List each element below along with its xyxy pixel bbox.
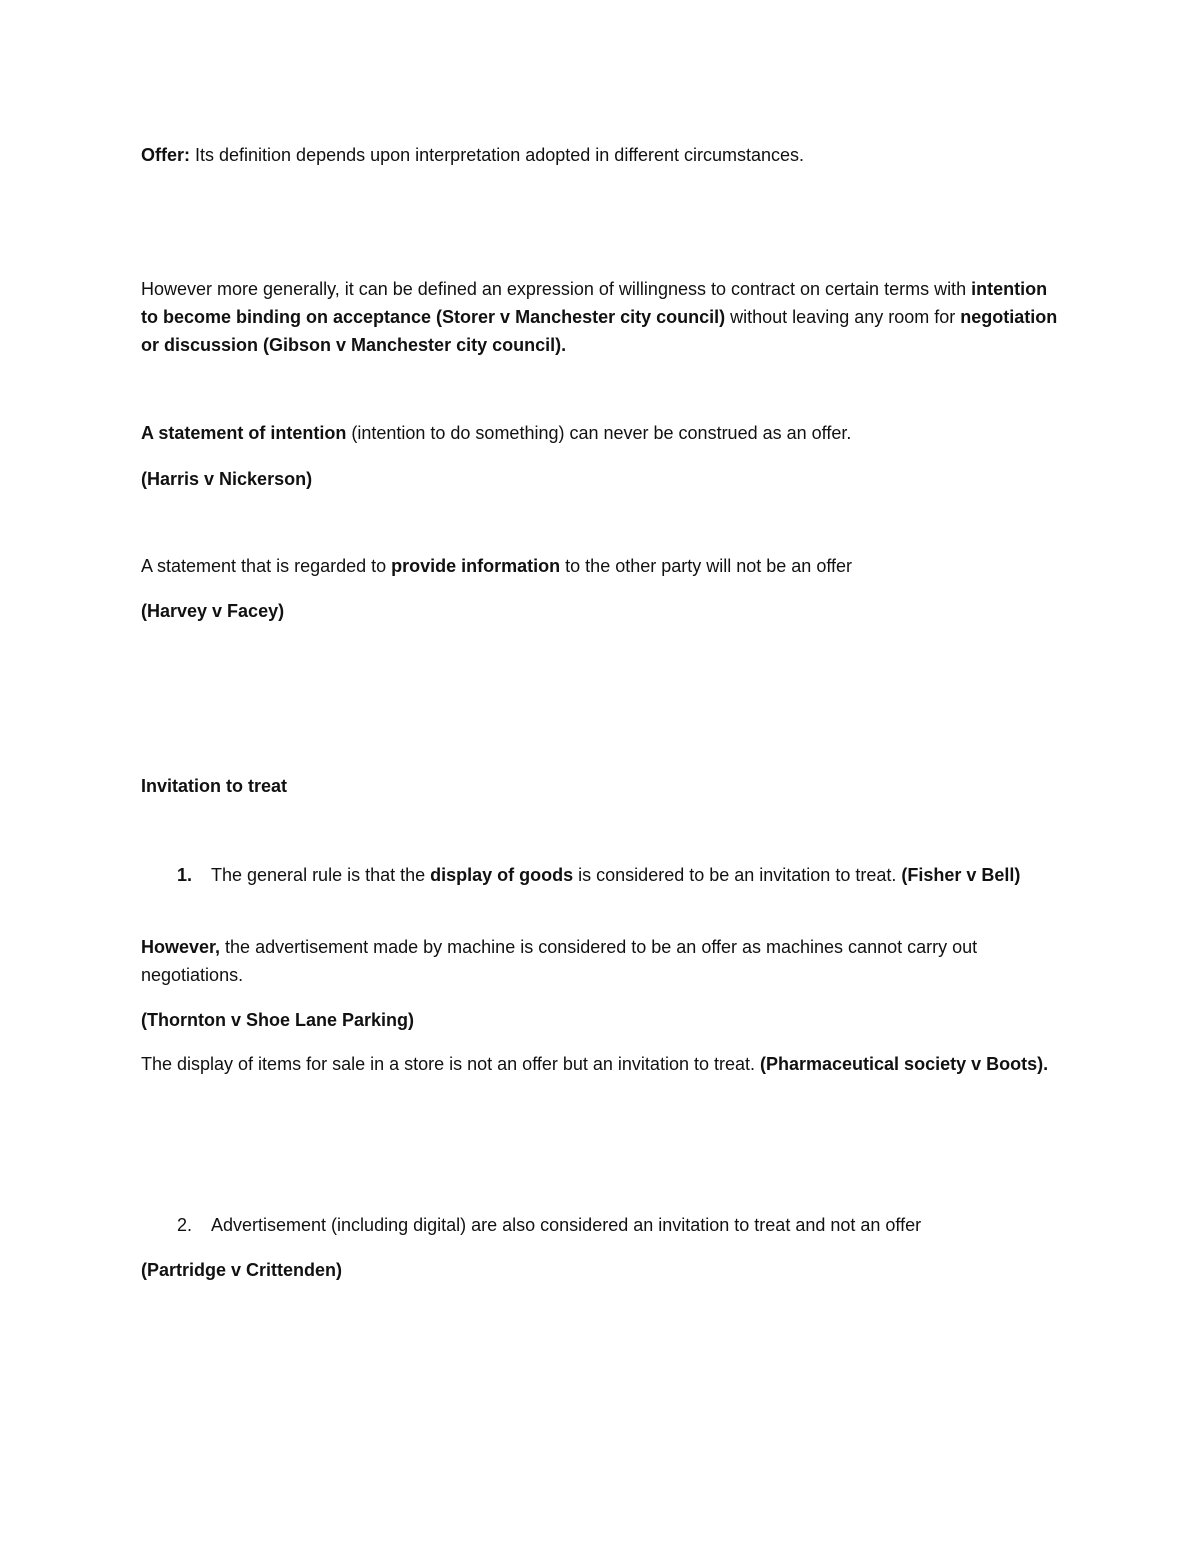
thornton-case-text: (Thornton v Shoe Lane Parking) — [141, 1010, 415, 1030]
list-item-2-body — [211, 1211, 1061, 1239]
information-bold: provide information — [391, 556, 561, 576]
display-paragraph — [141, 1050, 1066, 1078]
information-text-1: A statement that is regarded to — [141, 556, 392, 576]
partridge-case — [141, 1256, 1066, 1284]
item1-bold-1: display of goods — [430, 865, 574, 885]
general-text-2: without leaving any room for — [725, 307, 961, 327]
intention-bold: A statement of intention — [141, 423, 347, 443]
intention-text: (intention to do something) can never be construed as an offer. — [346, 423, 852, 443]
harris-case-text: (Harris v Nickerson) — [141, 469, 313, 489]
offer-definition-paragraph — [141, 141, 1066, 169]
harvey-case-text: (Harvey v Facey) — [141, 601, 285, 621]
list-item-1 — [141, 861, 1066, 889]
partridge-case-text: (Partridge v Crittenden) — [141, 1260, 343, 1280]
display-text: The display of items for sale in a store is not an offer but an invitation to treat. — [141, 1054, 760, 1074]
thornton-case — [141, 1006, 1066, 1034]
list-number-1: 1. — [177, 865, 193, 885]
list-item-1-body — [211, 861, 1061, 889]
information-text-2: to the other party will not be an offer — [560, 556, 853, 576]
item1-bold-2: (Fisher v Bell) — [901, 865, 1021, 885]
however-bold: However, — [141, 937, 221, 957]
general-bold-1: intention to become binding on acceptance (Storer v Manchester city council) — [141, 279, 1048, 327]
general-bold-2: negotiation or discussion (Gibson v Manchester city council). — [141, 307, 1058, 355]
harris-case — [141, 465, 1066, 493]
invitation-heading-text: Invitation to treat — [141, 776, 288, 796]
list-number-2: 2. — [177, 1215, 193, 1235]
however-text: the advertisement made by machine is considered to be an offer as machines cannot carry out negotiations. — [141, 937, 978, 985]
general-text-1: However more generally, it can be defined an expression of willingness to contract on certain terms with — [141, 279, 972, 299]
item1-text-2: is considered to be an invitation to treat. — [573, 865, 902, 885]
invitation-heading — [141, 772, 1066, 800]
intention-paragraph — [141, 419, 1066, 447]
general-definition-paragraph — [141, 275, 1066, 359]
display-bold: (Pharmaceutical society v Boots). — [760, 1054, 1049, 1074]
list-item-2 — [141, 1211, 1066, 1239]
offer-definition-text: Its definition depends upon interpretation adopted in different circumstances. — [190, 145, 805, 165]
however-paragraph — [141, 933, 1066, 989]
offer-label: Offer: — [141, 145, 190, 165]
item1-text-1: The general rule is that the — [211, 865, 431, 885]
harvey-case — [141, 597, 1066, 625]
item2-text: Advertisement (including digital) are also considered an invitation to treat and not an offer — [211, 1215, 922, 1235]
information-paragraph — [141, 552, 1066, 580]
